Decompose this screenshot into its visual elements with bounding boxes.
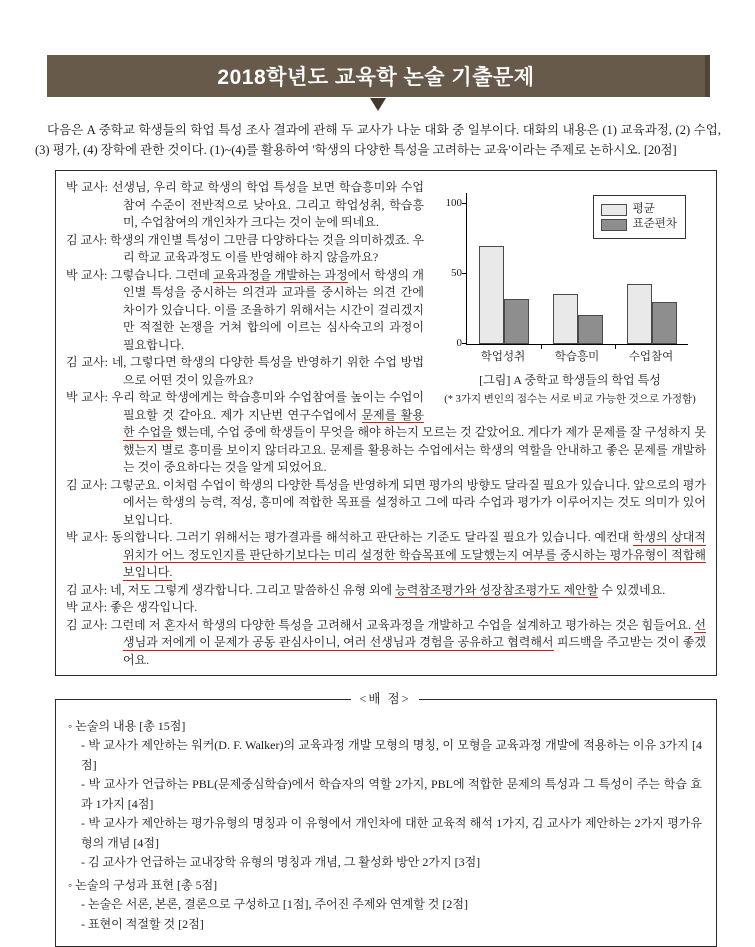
legend-entry bbox=[601, 203, 677, 216]
dialogue-turn bbox=[66, 477, 706, 530]
dialogue-text: 학생의 개인별 특성이 그만큼 다양하다는 것을 의미하겠죠. 우리 학교 교육과정도 이를 반영해야 하지 않을까요? bbox=[110, 232, 424, 264]
speaker-label: 박 교사: bbox=[66, 180, 112, 194]
down-arrow-icon bbox=[370, 98, 386, 111]
dialogue-turn bbox=[66, 617, 706, 670]
legend-label: 평균 bbox=[632, 203, 655, 215]
dialogue-text: 에서 학생의 개인별 특성을 중시하는 의견과 교과를 중시하는 의견 간에 차이가 있습니다. 이를 조율하기 위해서는 시간이 걸리겠지만 적절한 논쟁을 거쳐 합의에 이르는 심사숙고의 과정이 필요합니다. bbox=[123, 267, 424, 352]
y-axis-tick-mark bbox=[462, 273, 467, 274]
bar-표준편차-수업참여 bbox=[652, 302, 677, 344]
dialogue-text: 그런데 저 혼자서 학생의 다양한 특성을 고려해서 교육과정을 개발하고 수업을 설계하고 평가하는 것은 힘들어요. bbox=[110, 617, 695, 632]
dialogue-text: 그렇군요. 이처럼 수업이 학생의 다양한 특성을 반영하게 되면 평가의 방향도 달라질 필요가 있습니다. 앞으로의 평가에서는 학생의 능력, 적성, 흥미에 적합한 목표를 설정하고 그에 따라 수업과 평가가 이루어지는 것도 의미가 있어 보입니다. bbox=[110, 477, 706, 527]
page-title: 2018학년도 교육학 논술 기출문제 bbox=[217, 66, 535, 89]
scoring-item: - 박 교사가 제안하는 평가유형의 명칭과 이 유형에서 개인차에 대한 교육적 해석 1가지, 김 교사가 제안하는 2가지 평가유형의 개념 [4점] bbox=[81, 816, 702, 850]
dialogue-text: 우리 학교 학생에게는 학습흥미와 수업참여를 높이는 수업이 필요할 것 같아요. 제가 지난번 연구수업에서 bbox=[111, 390, 424, 422]
scoring-box-title: <배 점> bbox=[359, 692, 411, 706]
underlined-phrase: 문제를 활용한 수업을 bbox=[123, 407, 424, 439]
chart-footnote: (* 3가지 변인의 점수는 서로 비교 가능한 것으로 가정함) bbox=[444, 394, 696, 405]
chart-caption: [그림] A 중학교 학생들의 학업 특성 bbox=[479, 372, 661, 387]
bar-표준편차-학업성취 bbox=[504, 299, 529, 344]
chart-legend bbox=[593, 195, 686, 239]
dialogue-text: 동의합니다. 그러기 위해서는 평가결과를 해석하고 판단하는 기준도 달라질 필요가 있습니다. 예컨대 bbox=[111, 530, 633, 544]
dialogue-turn bbox=[66, 599, 706, 617]
speaker-label: 김 교사: bbox=[66, 617, 111, 632]
y-axis-tick-mark bbox=[462, 203, 467, 204]
dialogue-text: 했는데, 수업 중에 학생들이 무엇을 해야 하는지 모르는 것 같았어요. 게다가 제가 문제를 잘 구성하지 못했는지 별로 흥미를 보이지 않더라고요. 문제를 활용하는 수업에서는 학생의 역할을 안내하고 좋은 문제를 개발하는 것이 중요하다는 것을 알게 되었어요. bbox=[123, 425, 706, 474]
dialogue-text: 그렇습니다. 그런데 bbox=[110, 267, 214, 282]
legend-swatch bbox=[601, 204, 627, 216]
dialogue-turn bbox=[66, 529, 706, 582]
scoring-item: - 박 교사가 언급하는 PBL(문제중심학습)에서 학습자의 역할 2가지, PBL에 적합한 문제의 특성과 그 특성이 주는 학습 효과 1가지 [4점] bbox=[81, 777, 702, 811]
speaker-label: 박 교사: bbox=[66, 267, 111, 282]
dialogue-box bbox=[55, 170, 717, 676]
scoring-box bbox=[55, 690, 717, 947]
bar-평균-학습흥미 bbox=[553, 294, 578, 344]
y-axis-tick-label: 0 bbox=[456, 337, 462, 349]
scoring-section-heading: ◦ 논술의 구성과 표현 [총 5점] bbox=[68, 877, 218, 892]
y-axis-tick-mark bbox=[462, 343, 467, 344]
y-axis-tick-label: 100 bbox=[445, 197, 462, 209]
bar-평균-수업참여 bbox=[627, 284, 652, 344]
legend-entry bbox=[601, 218, 677, 231]
speaker-label: 박 교사: bbox=[66, 530, 112, 544]
speaker-label: 김 교사: bbox=[66, 582, 111, 597]
underlined-phrase: 교육과정을 개발하는 과정 bbox=[213, 267, 348, 282]
dialogue-text: 좋은 생각입니다. bbox=[110, 600, 198, 614]
underlined-phrase: 선생님과 저에게 이 문제가 공동 관심사이니, 여러 선생님과 경험을 공유하고 협력해서 bbox=[123, 617, 706, 649]
speaker-label: 김 교사: bbox=[66, 355, 112, 369]
scoring-content bbox=[68, 717, 702, 935]
underlined-phrase: 능력참조평가와 성장참조평가도 제안할 bbox=[395, 582, 599, 597]
speaker-label: 박 교사: bbox=[66, 600, 111, 614]
speaker-label: 박 교사: bbox=[66, 390, 112, 404]
title-banner bbox=[47, 55, 710, 97]
dialogue-text: 선생님, 우리 학교 학생의 학업 특성을 보면 학습흥미와 수업참여 수준이 전반적으로 낮아요. 그리고 학업성취, 학습흥미, 수업참여의 개인차가 크다는 것이 눈에 띄네요. bbox=[111, 180, 424, 229]
scoring-item: - 논술은 서론, 본론, 결론으로 구성하고 [1점], 주어진 주제와 연계할 것 [2점] bbox=[81, 897, 468, 911]
x-axis-category-label: 학습흥미 bbox=[554, 351, 600, 363]
dialogue-turn bbox=[66, 582, 706, 600]
chart-x-labels bbox=[466, 349, 688, 367]
bar-평균-학업성취 bbox=[479, 246, 504, 344]
bar-chart bbox=[445, 193, 688, 349]
speaker-label: 김 교사: bbox=[66, 477, 111, 492]
dialogue-text: 네, 그렇다면 학생의 다양한 특성을 반영하기 위한 수업 방법으로 어떤 것이 있을까요? bbox=[111, 355, 424, 387]
legend-swatch bbox=[601, 219, 627, 231]
dialogue-text: 네, 저도 그렇게 생각합니다. 그리고 말씀하신 유형 외에 bbox=[110, 582, 396, 597]
bar-표준편차-학습흥미 bbox=[578, 315, 603, 344]
scoring-item: - 김 교사가 언급하는 교내장학 유형의 명칭과 개념, 그 활성화 방안 2가지 [3점] bbox=[81, 855, 481, 869]
speaker-label: 김 교사: bbox=[66, 232, 111, 247]
chart-figure bbox=[434, 181, 706, 409]
intro-text: 다음은 A 중학교 학생들의 학업 특성 조사 결과에 관해 두 교사가 나눈 대화 중 일부이다. 대화의 내용은 (1) 교육과정, (2) 수업, (3) 평가, (4) 장학에 관한 것이다. (1)~(4)를 활용하여 '학생의 다양한 특성을 고려하는 교육'이라는 주제로 논하시오. [20점] bbox=[35, 123, 721, 157]
scoring-item: - 표현이 적절할 것 [2점] bbox=[81, 916, 204, 931]
dialogue-text: 수 있겠네요. bbox=[598, 582, 666, 597]
scoring-section-heading: ◦ 논술의 내용 [총 15점] bbox=[68, 718, 186, 733]
x-axis-category-label: 수업참여 bbox=[628, 351, 674, 363]
underlined-phrase: 학생의 상대적 위치가 어느 정도인지를 판단하기보다는 미리 설정한 학습목표에 도달했는지 여부를 중시하는 평가유형이 적합해 보입니다. bbox=[123, 530, 706, 579]
x-axis-tick-mark bbox=[615, 344, 616, 349]
dialogue-text: 피드백을 주고받는 것이 좋겠어요. bbox=[123, 635, 706, 667]
scoring-item: - 박 교사가 제안하는 워커(D. F. Walker)의 교육과정 개발 모형의 명칭, 이 모형을 교육과정 개발에 적용하는 이유 3가지 [4점] bbox=[81, 738, 702, 772]
x-axis-category-label: 학업성취 bbox=[480, 351, 526, 363]
legend-label: 표준편차 bbox=[632, 218, 677, 230]
x-axis-tick-mark bbox=[541, 344, 542, 349]
y-axis-tick-label: 50 bbox=[451, 267, 462, 279]
